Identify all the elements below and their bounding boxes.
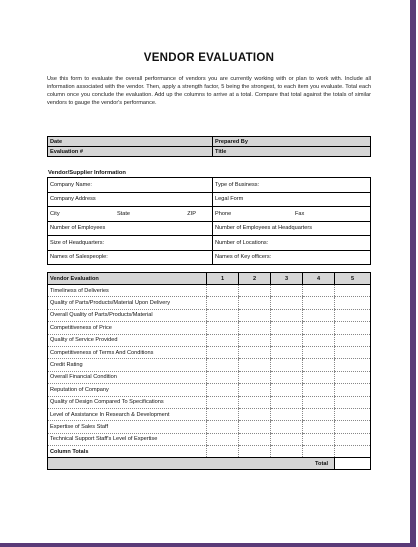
score-cell[interactable] — [303, 322, 335, 334]
key-officers-field[interactable]: Names of Key officers: — [215, 254, 272, 261]
score-cell[interactable] — [303, 433, 335, 445]
score-cell[interactable] — [207, 309, 239, 321]
score-cell[interactable] — [335, 384, 371, 396]
criteria-label: Credit Rating — [48, 359, 207, 371]
score-cell[interactable] — [335, 309, 371, 321]
score-cell[interactable] — [271, 334, 303, 346]
criteria-label: Reputation of Company — [48, 384, 207, 396]
score-cell[interactable] — [239, 396, 271, 408]
score-cell[interactable] — [335, 285, 371, 297]
evaluation-number-label[interactable]: Evaluation # — [48, 147, 213, 157]
vendor-info-table — [47, 177, 371, 265]
intro-paragraph: Use this form to evaluate the overall performance of vendors you are currently working with or plan to work with. Include all information associated with the vendor. Then, apply a strength factor, 5 being the strongest, to each item you evaluate. Total each column once you conclude the evaluation. Add up the columns to arrive at a total. Compare that total against the totals of similar vendors to gauge the vendor's performance. — [47, 76, 371, 106]
state-label: State — [116, 210, 130, 217]
score-cell[interactable] — [335, 346, 371, 358]
criteria-label: Quality of Parts/Products/Material Upon Delivery — [48, 297, 207, 309]
criteria-label: Expertise of Sales Staff — [48, 421, 207, 433]
num-locations-field[interactable]: Number of Locations: — [213, 236, 371, 251]
score-cell[interactable] — [335, 322, 371, 334]
criteria-row — [48, 371, 371, 383]
evaluation-header-label: Vendor Evaluation — [48, 273, 207, 285]
score-cell[interactable] — [271, 433, 303, 445]
score-column-header: 2 — [239, 273, 271, 285]
criteria-label: Competitiveness of Price — [48, 322, 207, 334]
score-cell[interactable] — [239, 309, 271, 321]
company-name-field[interactable]: Company Name: — [48, 178, 213, 193]
date-label[interactable]: Date — [48, 137, 213, 147]
score-cell[interactable] — [239, 285, 271, 297]
score-cell[interactable] — [335, 421, 371, 433]
column-total-cell[interactable] — [207, 446, 239, 458]
score-cell[interactable] — [239, 384, 271, 396]
column-totals-row — [48, 446, 371, 458]
score-column-header: 5 — [335, 273, 371, 285]
score-cell[interactable] — [239, 408, 271, 420]
score-cell[interactable] — [207, 396, 239, 408]
score-cell[interactable] — [303, 396, 335, 408]
criteria-row — [48, 334, 371, 346]
score-cell[interactable] — [303, 285, 335, 297]
score-column-header: 4 — [303, 273, 335, 285]
criteria-row — [48, 322, 371, 334]
score-cell[interactable] — [271, 322, 303, 334]
score-cell[interactable] — [239, 346, 271, 358]
score-cell[interactable] — [335, 359, 371, 371]
prepared-by-label[interactable]: Prepared By — [213, 137, 371, 147]
criteria-row — [48, 309, 371, 321]
column-total-cell[interactable] — [239, 446, 271, 458]
criteria-row — [48, 396, 371, 408]
score-cell[interactable] — [271, 359, 303, 371]
score-cell[interactable] — [271, 346, 303, 358]
header-table — [47, 136, 371, 157]
score-cell[interactable] — [303, 384, 335, 396]
score-cell[interactable] — [271, 421, 303, 433]
score-cell[interactable] — [207, 346, 239, 358]
score-cell[interactable] — [335, 297, 371, 309]
score-cell[interactable] — [303, 371, 335, 383]
score-cell[interactable] — [271, 384, 303, 396]
city-state-zip-field[interactable] — [48, 207, 213, 222]
city-label: City — [50, 210, 60, 217]
score-cell[interactable] — [303, 359, 335, 371]
num-employees-field[interactable]: Number of Employees — [48, 221, 213, 236]
score-cell[interactable] — [207, 421, 239, 433]
score-cell[interactable] — [207, 433, 239, 445]
score-cell[interactable] — [271, 408, 303, 420]
score-cell[interactable] — [207, 359, 239, 371]
title-label[interactable]: Title — [213, 147, 371, 157]
evaluation-header-row — [48, 273, 371, 285]
page-title: VENDOR EVALUATION — [143, 52, 275, 64]
criteria-row — [48, 408, 371, 420]
salespeople-field[interactable]: Names of Salespeople: — [48, 250, 213, 265]
score-cell[interactable] — [303, 297, 335, 309]
criteria-row — [48, 285, 371, 297]
score-cell[interactable] — [271, 309, 303, 321]
score-cell[interactable] — [335, 334, 371, 346]
score-cell[interactable] — [239, 334, 271, 346]
score-cell[interactable] — [207, 408, 239, 420]
criteria-label: Quality of Design Compared To Specifications — [48, 396, 207, 408]
grand-total-cell[interactable] — [335, 458, 371, 470]
score-cell[interactable] — [271, 396, 303, 408]
criteria-label: Overall Quality of Parts/Products/Material — [48, 309, 207, 321]
column-total-cell[interactable] — [335, 446, 371, 458]
criteria-row — [48, 359, 371, 371]
legal-form-field[interactable]: Legal Form — [213, 192, 371, 207]
score-cell[interactable] — [239, 421, 271, 433]
score-cell[interactable] — [207, 384, 239, 396]
score-cell[interactable] — [207, 297, 239, 309]
score-cell[interactable] — [239, 359, 271, 371]
column-total-cell[interactable] — [271, 446, 303, 458]
evaluation-table — [47, 272, 371, 470]
score-cell[interactable] — [239, 322, 271, 334]
score-cell[interactable] — [271, 371, 303, 383]
score-cell[interactable] — [207, 285, 239, 297]
score-cell[interactable] — [335, 396, 371, 408]
score-cell[interactable] — [239, 433, 271, 445]
criteria-label: Overall Financial Condition — [48, 371, 207, 383]
score-cell[interactable] — [207, 322, 239, 334]
score-column-header: 3 — [271, 273, 303, 285]
criteria-label: Technical Support Staff's Level of Expertise — [48, 433, 207, 445]
criteria-row — [48, 421, 371, 433]
criteria-row — [48, 297, 371, 309]
score-cell[interactable] — [271, 297, 303, 309]
score-cell[interactable] — [207, 371, 239, 383]
company-address-field[interactable]: Company Address — [48, 192, 213, 207]
column-totals-label: Column Totals — [48, 446, 207, 458]
score-cell[interactable] — [303, 334, 335, 346]
score-cell[interactable] — [303, 309, 335, 321]
score-cell[interactable] — [303, 421, 335, 433]
criteria-row — [48, 433, 371, 445]
fax-label: Fax — [295, 210, 305, 217]
score-cell[interactable] — [207, 334, 239, 346]
score-cell[interactable] — [271, 285, 303, 297]
zip-label: ZIP — [187, 210, 196, 217]
criteria-label: Competitiveness of Terms And Conditions — [48, 346, 207, 358]
criteria-label: Timeliness of Deliveries — [48, 285, 207, 297]
score-cell[interactable] — [239, 297, 271, 309]
score-cell[interactable] — [335, 408, 371, 420]
score-cell[interactable] — [303, 346, 335, 358]
criteria-row — [48, 346, 371, 358]
vendor-info-heading: Vendor/Supplier Information — [48, 170, 126, 176]
score-cell[interactable] — [239, 371, 271, 383]
criteria-label: Level of Assistance In Research & Development — [48, 408, 207, 420]
criteria-row — [48, 384, 371, 396]
num-employees-hq-field[interactable]: Number of Employees at Headquarters — [213, 221, 371, 236]
criteria-label: Quality of Service Provided — [48, 334, 207, 346]
grand-total-row — [48, 458, 371, 470]
score-column-header: 1 — [207, 273, 239, 285]
score-cell[interactable] — [303, 408, 335, 420]
score-cell[interactable] — [335, 433, 371, 445]
type-of-business-field[interactable]: Type of Business: — [213, 178, 371, 193]
size-hq-field[interactable]: Size of Headquarters: — [48, 236, 213, 251]
phone-fax-field[interactable] — [213, 207, 371, 222]
score-cell[interactable] — [335, 371, 371, 383]
total-label: Total — [48, 458, 335, 470]
phone-label: Phone — [215, 210, 232, 217]
column-total-cell[interactable] — [303, 446, 335, 458]
